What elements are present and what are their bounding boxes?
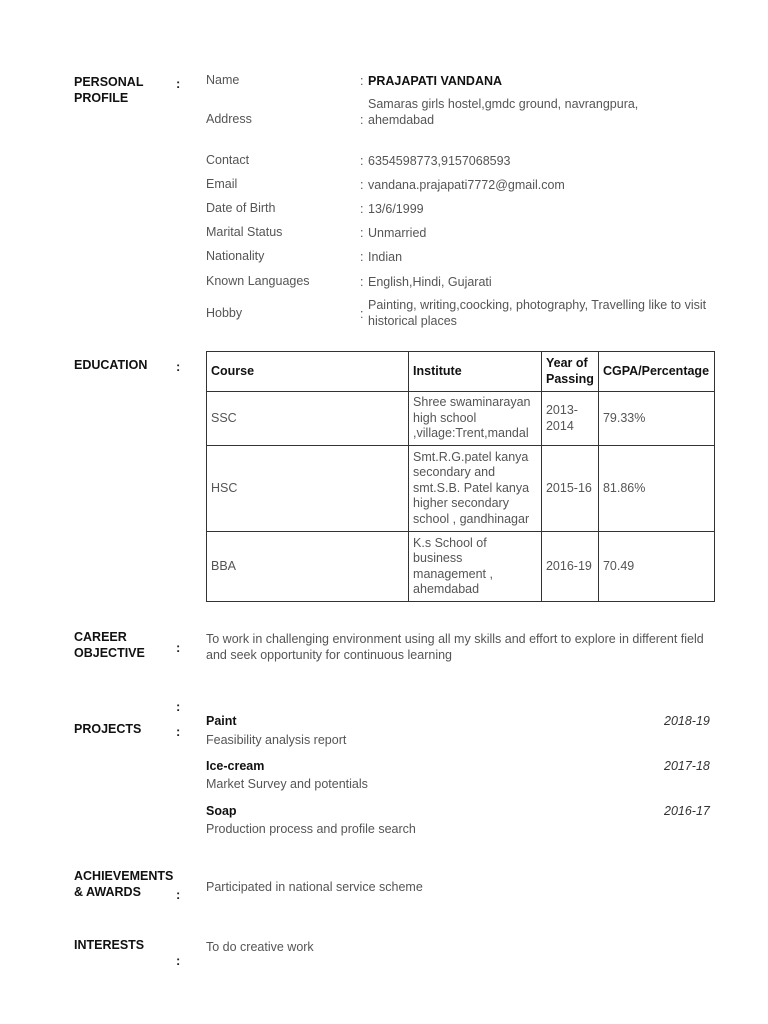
course-cell: HSC [207,446,409,532]
table-row [207,446,715,532]
year-header: Year of Passing [541,352,598,392]
hobby-label: Hobby [206,306,243,320]
section-colon: : [176,953,181,968]
email-label: Email [206,177,238,191]
project-year: 2017-18 [664,759,710,773]
project-year: 2016-17 [664,804,710,818]
year-cell: 2016-19 [541,532,598,602]
achievements-heading: ACHIEVEMENTS & AWARDS [74,869,174,899]
career-objective-text: To work in challenging environment using all my skills and effort to explore in different field and seek opportunity for continuous learning [206,632,704,662]
contact-value: 6354598773,9157068593 [368,154,511,168]
section-colon: : [176,699,181,714]
dob-label: Date of Birth [206,201,276,215]
section-colon: : [176,640,181,655]
nationality-label: Nationality [206,249,265,263]
institute-cell: Shree swaminarayan high school ,village:Trent,mandal [409,392,542,446]
table-row [207,532,715,602]
career-objective-heading: CAREER OBJECTIVE [74,630,145,660]
hobby-value: Painting, writing,coocking, photography, Travelling like to visit historical places [368,298,707,328]
name-label: Name [206,73,240,87]
score-cell: 70.49 [598,532,714,602]
section-colon: : [176,359,181,374]
project-desc: Feasibility analysis report [206,733,347,747]
address-value: Samaras girls hostel,gmdc ground, navrangpura, ahemdabad [368,97,639,127]
section-colon: : [176,887,181,902]
cgpa-header: CGPA/Percentage [598,352,714,392]
address-label: Address [206,112,252,126]
institute-cell: K.s School of business management , ahemdabad [409,532,542,602]
languages-label: Known Languages [206,274,310,288]
score-cell: 81.86% [598,446,714,532]
project-name: Ice-cream [206,759,265,773]
interests-text: To do creative work [206,940,314,954]
year-cell: 2013-2014 [541,392,598,446]
section-colon: : [176,724,181,739]
languages-value: English,Hindi, Gujarati [368,275,492,289]
year-cell: 2015-16 [541,446,598,532]
course-header: Course [207,352,409,392]
project-desc: Market Survey and potentials [206,777,368,791]
course-cell: SSC [207,392,409,446]
project-year: 2018-19 [664,714,710,728]
institute-header: Institute [409,352,542,392]
table-header-row [207,352,715,392]
projects-heading: PROJECTS [74,722,142,736]
dob-value: 13/6/1999 [368,202,424,216]
contact-label: Contact [206,153,250,167]
personal-profile-heading: PERSONAL PROFILE [74,75,144,105]
nationality-value: Indian [368,250,403,264]
score-cell: 79.33% [598,392,714,446]
marital-status-label: Marital Status [206,225,283,239]
project-name: Soap [206,804,237,818]
course-cell: BBA [207,532,409,602]
project-desc: Production process and profile search [206,822,416,836]
project-name: Paint [206,714,237,728]
marital-status-value: Unmarried [368,226,427,240]
name-value: PRAJAPATI VANDANA [368,74,503,88]
table-row [207,392,715,446]
email-value: vandana.prajapati7772@gmail.com [368,178,565,192]
institute-cell: Smt.R.G.patel kanya secondary and smt.S.B. Patel kanya higher secondary school , gandhinagar [409,446,542,532]
section-colon: : [176,76,181,91]
achievements-text: Participated in national service scheme [206,880,423,894]
education-heading: EDUCATION [74,358,148,372]
education-table [206,351,715,602]
interests-heading: INTERESTS [74,938,145,952]
